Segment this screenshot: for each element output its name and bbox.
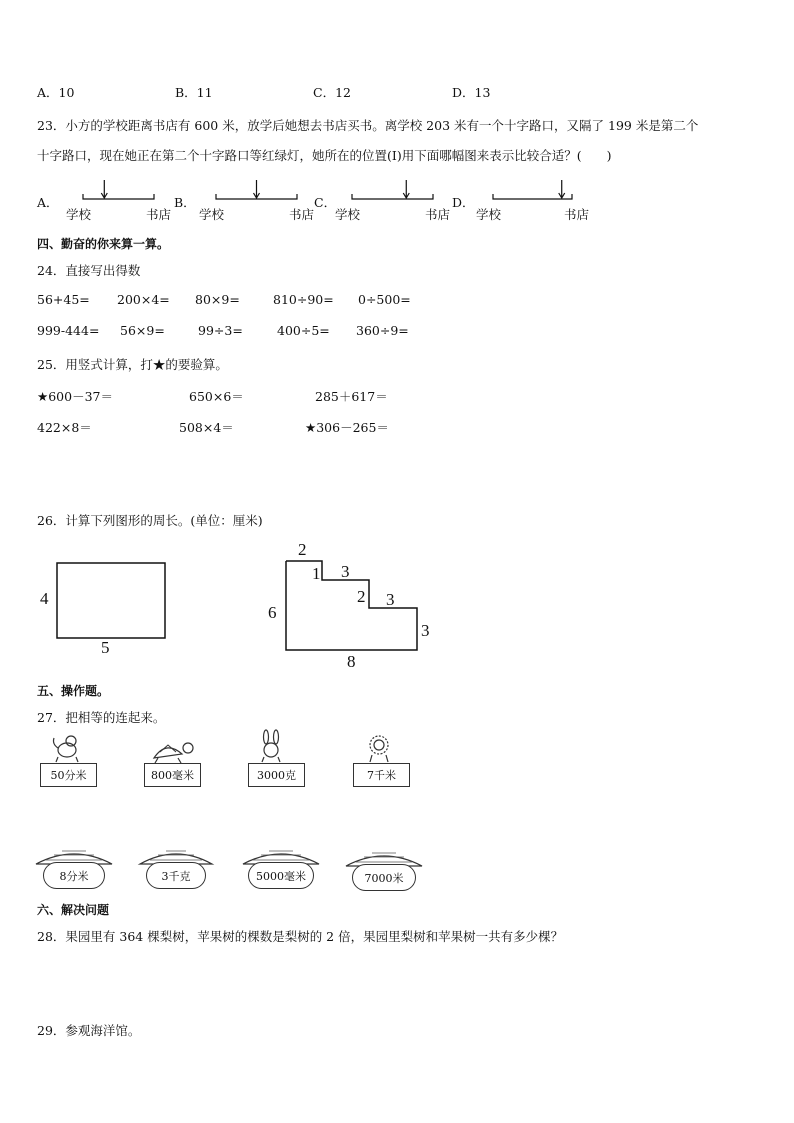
q25-item: ★600－37＝ (37, 389, 113, 404)
q24-item: 80×9= (195, 292, 240, 307)
q26-title: 26．计算下列图形的周长。(单位：厘米) (37, 513, 263, 528)
q25-item: 285＋617＝ (315, 389, 388, 404)
q25-item: 508×4＝ (179, 420, 234, 435)
q23-end-label: 书店 (146, 207, 172, 222)
q24-item: 99÷3= (198, 323, 243, 338)
section-6-heading: 六、解决问题 (37, 903, 110, 917)
q24-item: 360÷9= (356, 323, 409, 338)
q27-top-card[interactable]: 800毫米 (144, 763, 201, 787)
stair-label: 3 (341, 562, 350, 581)
stair-label: 2 (298, 540, 307, 559)
q23-start-label: 学校 (476, 207, 502, 222)
q24-item: 56+45= (37, 292, 90, 307)
q24-item: 0÷500= (358, 292, 411, 307)
q22-option-c: C．12 (313, 85, 351, 100)
rect-width-label: 5 (101, 638, 110, 657)
q23-option-letter: D． (452, 195, 475, 210)
q27-bottom-jar[interactable]: 8分米 (43, 862, 105, 889)
q23-start-label: 学校 (335, 207, 361, 222)
q24-item: 810÷90= (273, 292, 334, 307)
q22-option-a: A．10 (37, 85, 75, 100)
q24-title: 24．直接写出得数 (37, 263, 141, 278)
stair-label: 1 (312, 564, 321, 583)
q23-text-line1: 23．小方的学校距离书店有 600 米，放学后她想去书店买书。离学校 203 米有一个十字路口，又隔了 199 米是第二个 (37, 118, 699, 133)
q23-text-line2: 十字路口，现在她正在第二个十字路口等红绿灯，她所在的位置(I)用下面哪幅图来表示比较合适？( ) (37, 148, 612, 163)
q27-bottom-jar[interactable]: 5000毫米 (248, 862, 314, 889)
q29-text: 29．参观海洋馆。 (37, 1023, 141, 1038)
q24-item: 400÷5= (277, 323, 330, 338)
q25-item: 650×6＝ (189, 389, 244, 404)
q23-end-label: 书店 (289, 207, 315, 222)
q25-item: ★306－265＝ (305, 420, 389, 435)
stair-label: 3 (421, 621, 430, 640)
q27-bottom-jar[interactable]: 3千克 (146, 862, 206, 889)
q27-top-card[interactable]: 3000克 (248, 763, 305, 787)
stair-label: 2 (357, 587, 366, 606)
q24-item: 200×4= (117, 292, 170, 307)
stair-label: 8 (347, 652, 356, 671)
q27-top-card[interactable]: 50分米 (40, 763, 97, 787)
q25-item: 422×8＝ (37, 420, 92, 435)
q27-bottom-jar[interactable]: 7000米 (352, 864, 416, 891)
q22-option-b: B．11 (175, 85, 213, 100)
q23-end-label: 书店 (425, 207, 451, 222)
section-4-heading: 四、勤奋的你来算一算。 (37, 237, 170, 251)
rect-height-label: 4 (40, 589, 49, 608)
q27-top-card[interactable]: 7千米 (353, 763, 410, 787)
q25-title: 25．用竖式计算，打★的要验算。 (37, 357, 228, 372)
q27-title: 27．把相等的连起来。 (37, 710, 166, 725)
q23-option-letter: A． (37, 195, 59, 210)
q23-option-letter: B． (174, 195, 196, 210)
q23-start-label: 学校 (199, 207, 225, 222)
q22-option-d: D．13 (452, 85, 491, 100)
q23-start-label: 学校 (66, 207, 92, 222)
q24-item: 999-444= (37, 323, 100, 338)
section-5-heading: 五、操作题。 (37, 684, 110, 698)
q23-end-label: 书店 (564, 207, 590, 222)
stair-label: 6 (268, 603, 277, 622)
q23-option-letter: C． (314, 195, 337, 210)
q24-item: 56×9= (120, 323, 165, 338)
stair-label: 3 (386, 590, 395, 609)
q28-text: 28．果园里有 364 棵梨树，苹果树的棵数是梨树的 2 倍，果园里梨树和苹果树一共有多少棵？ (37, 929, 564, 944)
